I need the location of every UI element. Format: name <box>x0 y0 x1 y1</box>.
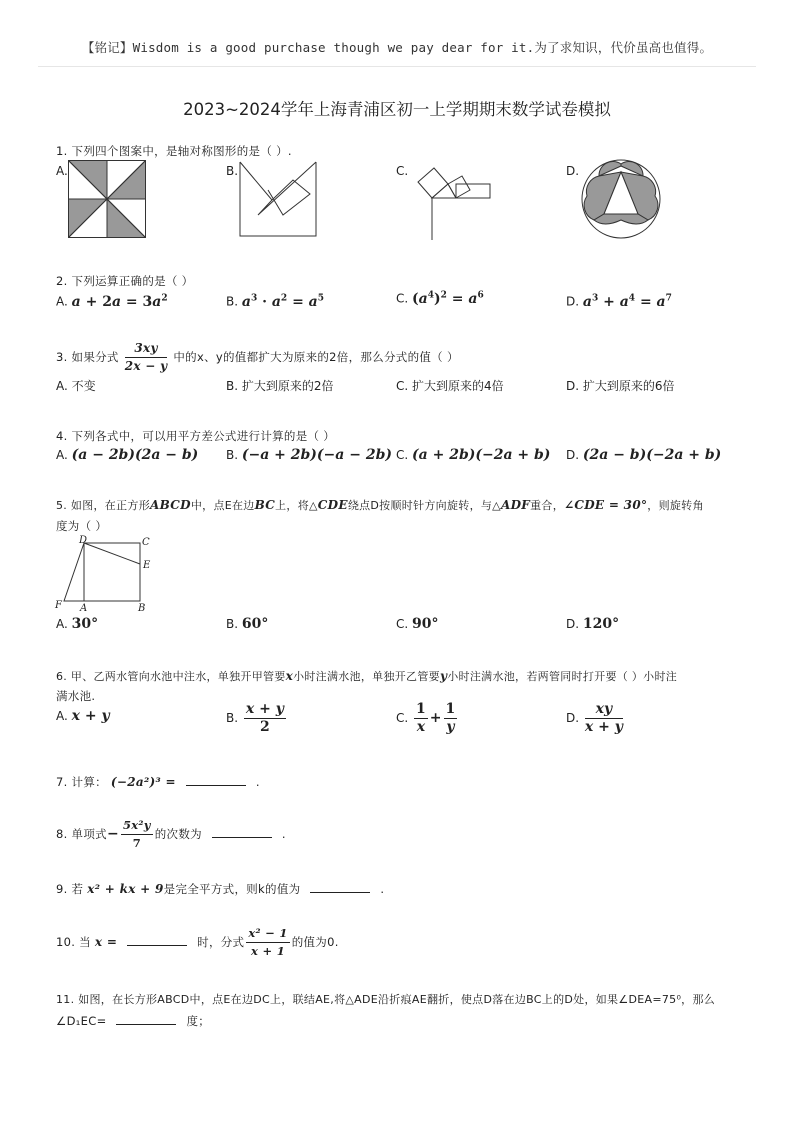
q5-option-b <box>226 616 268 632</box>
q9-stem <box>56 880 384 897</box>
q3-fraction-denominator: 2x − y <box>124 359 168 373</box>
q5-side-name: BC <box>254 498 276 512</box>
q5-value-b: 60° <box>241 616 269 632</box>
q5-option-d <box>566 616 619 632</box>
q11-answer-blank[interactable] <box>116 1012 176 1025</box>
q6-expr-c-plus: + <box>429 710 442 726</box>
q3-fraction <box>125 341 168 374</box>
q5-triangle-adf: ADF <box>500 498 531 512</box>
q3-option-c: C. 扩大到原来的4倍 <box>396 379 504 393</box>
q8-answer-blank[interactable] <box>212 825 272 838</box>
q5-label-b: B. <box>226 617 239 631</box>
q5-value-c: 90° <box>412 616 439 632</box>
q1-label-a: A. <box>56 164 68 178</box>
q6-expr-c-num1: 1 <box>416 701 426 717</box>
q7-text: 7. 计算： <box>56 775 107 789</box>
q6-option-c <box>396 702 459 735</box>
q10-answer-blank[interactable] <box>127 933 187 946</box>
header-divider <box>38 66 756 67</box>
q6-expr-d-den: x + y <box>584 719 623 735</box>
q4-expr-d: (2a − b)(−2a + b) <box>582 447 722 463</box>
q10-text: 10. 当 <box>56 935 91 949</box>
q6-text: 6. 甲、乙两水管向水池中注水，单独开甲管要 <box>56 670 286 683</box>
q8-stem <box>56 818 286 851</box>
q3-option-a: A. 不变 <box>56 379 96 393</box>
q6-expr-c-frac1 <box>414 702 428 735</box>
q10-fraction-denominator: x + 1 <box>251 944 286 958</box>
q2-label-d: D. <box>566 294 580 309</box>
q5-value-a: 30° <box>71 616 99 632</box>
q4-label-c: C. <box>396 448 409 462</box>
q11-text: ∠D₁EC= <box>56 1014 107 1028</box>
q6-expr-b-den: 2 <box>259 719 270 735</box>
q1-figure-d-circle-triangle <box>580 158 662 240</box>
q5-point-c: C <box>142 537 150 548</box>
q2-option-a <box>56 293 168 310</box>
q10-text-mid: 时，分式 <box>197 935 245 949</box>
q5-stem-line2: 度为（ ） <box>56 519 108 533</box>
q1-label-d: D. <box>566 164 580 178</box>
q2-expr-d: $a^3 + a^4 = a^7$ <box>582 293 672 310</box>
q5-point-d: D <box>79 535 88 546</box>
q6-expr-d-num: xy <box>585 702 623 719</box>
q5-angle: ∠CDE = 30° <box>564 498 648 512</box>
q3-option-b: B. 扩大到原来的2倍 <box>226 379 334 393</box>
q1-label-b: B. <box>226 164 239 178</box>
q5-text: 5. 如图，在正方形 <box>56 499 150 512</box>
q9-expr: x² + kx + 9 <box>87 882 164 896</box>
q10-stem <box>56 926 339 959</box>
q6-var-x: x <box>285 669 294 683</box>
q1-stem: 1. 下列四个图案中，是轴对称图形的是（ ）. <box>56 144 292 158</box>
q6-option-a <box>56 708 110 724</box>
q5-square-name: ABCD <box>150 498 191 512</box>
q1-figure-c-pythagoras <box>410 158 496 242</box>
q8-fraction <box>121 818 153 851</box>
q6-expr-c-frac2 <box>444 702 458 735</box>
q4-label-d: D. <box>566 448 580 462</box>
q2-option-b <box>226 293 324 310</box>
q7-text-end: . <box>255 775 260 789</box>
q8-fraction-denominator: 7 <box>132 836 142 850</box>
q3-stem-post: 中的x、y的值都扩大为原来的2倍，那么分式的值（ ） <box>173 350 459 364</box>
q4-option-b <box>226 447 392 463</box>
q6-label-a: A. <box>56 709 68 723</box>
q2-stem: 2. 下列运算正确的是（ ） <box>56 274 194 288</box>
q5-figure-square <box>52 534 156 614</box>
q2-label-b: B. <box>226 294 239 309</box>
q5-label-d: D. <box>566 617 580 631</box>
q5-value-d: 120° <box>582 616 620 632</box>
q6-expr-b-num: x + y <box>245 701 284 717</box>
q4-option-c <box>396 447 550 463</box>
q4-option-d <box>566 447 721 463</box>
q8-text: 8. 单项式 <box>56 827 107 841</box>
q2-option-d <box>566 293 672 310</box>
q3-option-d: D. 扩大到原来的6倍 <box>566 379 675 393</box>
q3-fraction-numerator: 3xy <box>125 341 168 358</box>
q9-answer-blank[interactable] <box>310 880 370 893</box>
q4-expr-b: (−a + 2b)(−a − 2b) <box>241 447 392 463</box>
q3-stem <box>56 341 459 374</box>
q7-answer-blank[interactable] <box>186 773 246 786</box>
q2-label-c: C. <box>396 291 409 306</box>
q6-label-b: B. <box>226 711 239 725</box>
q2-option-c <box>396 290 484 307</box>
q5-stem-line1 <box>56 497 704 513</box>
q6-expr-c-den2: y <box>446 719 455 735</box>
q10-fraction <box>246 926 289 959</box>
q6-stem-line1 <box>56 668 677 684</box>
q5-text: 重合， <box>530 499 564 512</box>
q6-expr-c-den1: x <box>416 719 426 735</box>
q5-text: 中，点E在边 <box>190 499 255 512</box>
q6-option-b <box>226 702 288 735</box>
q9-text: 9. 若 <box>56 882 84 896</box>
header-motto: 【铭记】Wisdom is a good purchase though we pay dear for it.为了求知识，代价虽高也值得。 <box>81 40 713 55</box>
q10-x-equals: x = <box>94 935 118 949</box>
q5-option-a <box>56 616 98 632</box>
q5-text: 绕点D按顺时针方向旋转，与△ <box>347 499 501 512</box>
q4-label-a: A. <box>56 448 68 462</box>
q5-point-e: E <box>143 560 151 571</box>
q6-text: 小时注满水池，单独开乙管要 <box>293 670 440 683</box>
q8-minus: − <box>106 826 119 842</box>
q9-text-end: . <box>380 882 385 896</box>
q2-expr-b: $a^3 \cdot a^2 = a^5$ <box>241 293 325 310</box>
q4-stem: 4. 下列各式中，可以用平方差公式进行计算的是（ ） <box>56 429 336 443</box>
q11-stem-line1: 11. 如图，在长方形ABCD中，点E在边DC上，联结AE,将△ADE沿折痕AE翻折，使点D落在边BC上的D处，如果∠DEA=75⁰，那么 <box>56 993 716 1006</box>
q2-label-a: A. <box>56 294 68 309</box>
q7-stem <box>56 773 260 790</box>
q4-label-b: B. <box>226 448 239 462</box>
q6-expr-a: x + y <box>71 708 110 724</box>
q7-expr: (−2a²)³ = <box>110 775 176 789</box>
q4-option-a <box>56 447 198 463</box>
q5-label-a: A. <box>56 617 68 631</box>
q5-option-c <box>396 616 439 632</box>
q8-text-end: . <box>281 827 286 841</box>
q10-text-end: 的值为0. <box>291 935 339 949</box>
q10-fraction-numerator: x² − 1 <box>246 926 289 943</box>
q8-fraction-numerator: 5x²y <box>121 818 153 835</box>
q5-triangle-cde: CDE <box>317 498 348 512</box>
q5-point-f: F <box>55 600 62 611</box>
q2-expr-a: $a + 2a = 3a^2$ <box>71 293 168 310</box>
q4-expr-a: (a − 2b)(2a − b) <box>71 447 199 463</box>
q5-label-c: C. <box>396 617 409 631</box>
page-title: 2023~2024学年上海青浦区初一上学期期末数学试卷模拟 <box>183 100 611 119</box>
q1-label-c: C. <box>396 164 409 178</box>
q11-stem-line2 <box>56 1012 210 1029</box>
q6-option-d <box>566 702 625 735</box>
q9-text-mid: 是完全平方式，则k的值为 <box>163 882 301 896</box>
q1-figure-b-zigzag <box>238 160 318 238</box>
q8-text-mid: 的次数为 <box>154 827 202 841</box>
q6-var-y: y <box>439 669 448 683</box>
q2-expr-c: $(a^4)^2 = a^6$ <box>412 290 484 307</box>
q5-text: ，则旋转角 <box>647 499 704 512</box>
q6-text: 小时注满水池，若两管同时打开要（ ）小时注 <box>447 670 678 683</box>
q6-expr-b <box>244 702 286 735</box>
q6-stem-line2: 满水池. <box>56 689 96 703</box>
q5-point-b: B <box>138 603 146 614</box>
q4-expr-c: (a + 2b)(−2a + b) <box>412 447 551 463</box>
q5-text: 上，将△ <box>275 499 318 512</box>
q1-figure-a-pinwheel <box>68 160 146 238</box>
q11-text-end: 度； <box>186 1014 211 1028</box>
q6-expr-d <box>585 702 623 735</box>
q5-point-a: A <box>80 603 88 614</box>
q6-label-c: C. <box>396 711 409 725</box>
q3-stem-pre: 3. 如果分式 <box>56 350 119 364</box>
q6-label-d: D. <box>566 711 580 725</box>
q6-expr-c-num2: 1 <box>445 701 456 717</box>
